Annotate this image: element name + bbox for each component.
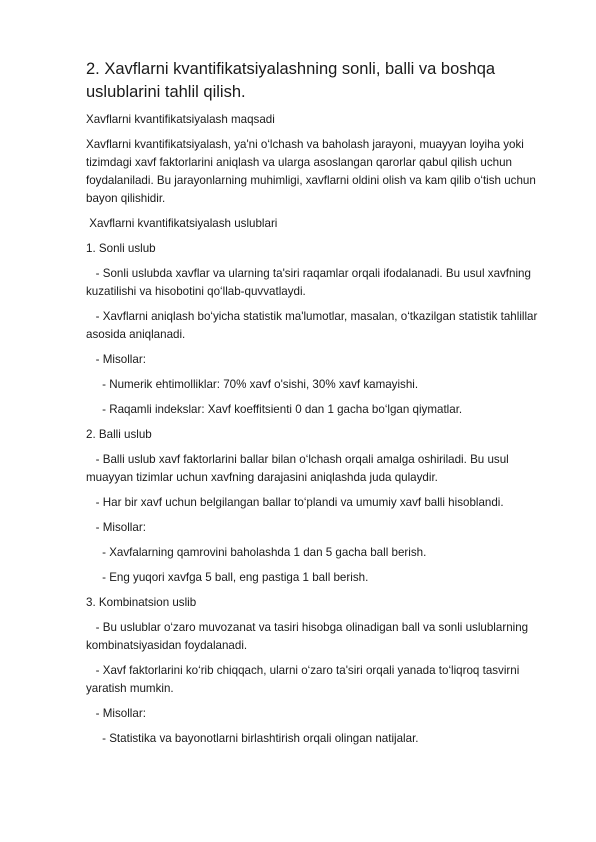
body-paragraph-intro: Xavflarni kvantifikatsiyalash, ya'ni o‘lchash va baholash jarayoni, muayyan loyiha yoki tizimdagi xavf faktorlarini aniqlash va ularga asoslangan qarorlar qabul qilish uchun foydalaniladi. Bu jarayonlarning muhimligi, xavflarni oldini olish va kam qilib o‘tish uchun bayon qilishidir. [86,138,536,205]
list-item: - Misollar: [86,353,146,366]
list-item: - Balli uslub xavf faktorlarini ballar bilan o‘lchash orqali amalga oshiriladi. Bu usul muayyan tizimlar uchun xavfning darajasini aniqlashda juda qulaydir. [86,453,512,484]
page-title: 2. Xavflarni kvantifikatsiyalashning sonli, balli va boshqa uslublarini tahlil qilish. [86,60,496,101]
list-subitem: - Xavfalarning qamrovini baholashda 1 dan 5 gacha ball berish. [86,546,427,559]
method-heading-score: 2. Balli uslub [86,428,152,441]
list-item: - Har bir xavf uchun belgilangan ballar to‘plandi va umumiy xavf balli hisoblandi. [86,496,504,509]
list-subitem: - Eng yuqori xavfga 5 ball, eng pastiga 1 ball berish. [86,571,369,584]
list-item: - Misollar: [86,707,146,720]
method-heading-combined: 3. Kombinatsion uslib [86,596,197,609]
list-item: - Misollar: [86,521,146,534]
list-item: - Xavf faktorlarini ko‘rib chiqqach, ularni o‘zaro ta'siri orqali yanada to‘liqroq tasvirni yaratish mumkin. [86,664,523,695]
method-heading-numeric: 1. Sonli uslub [86,242,156,255]
section-heading-purpose: Xavflarni kvantifikatsiyalash maqsadi [86,113,275,126]
list-item: - Bu uslublar o‘zaro muvozanat va tasiri hisobga olinadigan ball va sonli uslublarning kombinatsiyasidan foydalanadi. [86,621,532,652]
list-subitem: - Raqamli indekslar: Xavf koeffitsienti 0 dan 1 gacha bo‘lgan qiymatlar. [86,403,463,416]
list-item: - Sonli uslubda xavflar va ularning ta'siri raqamlar orqali ifodalanadi. Bu usul xavfning kuzatilishi va hisobotini qo‘llab-quvvatlaydi. [86,267,535,298]
list-item: - Xavflarni aniqlash bo‘yicha statistik ma'lumotlar, masalan, o‘tkazilgan statistik tahlillar asosida aniqlanadi. [86,310,541,341]
list-subitem: - Numerik ehtimolliklar: 70% xavf o'sishi, 30% xavf kamayishi. [86,378,419,391]
list-subitem: - Statistika va bayonotlarni birlashtirish orqali olingan natijalar. [86,732,419,745]
section-heading-methods: Xavflarni kvantifikatsiyalash uslublari [86,217,278,230]
